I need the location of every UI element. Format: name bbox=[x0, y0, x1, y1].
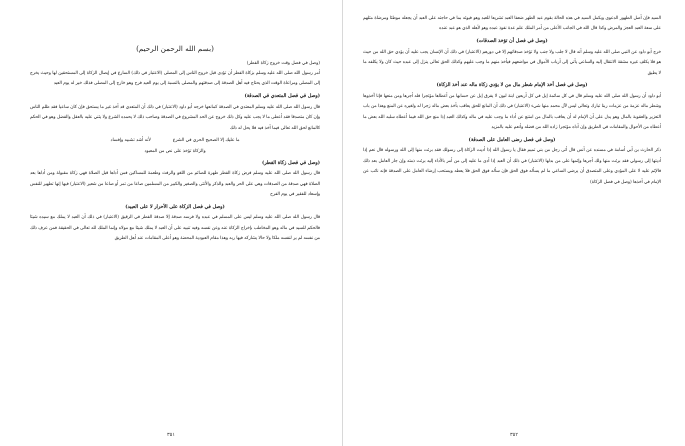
paragraph: السيد فإن أصل الطهور الدعوى ويكمل السيد في هذه الحالة بقوم عبد الطهر ضعفا العبد تشريعا للعبد وهو فيوئه بما في حاجته على العبد أن يجعله موطئا ومرضاة مثلهم على سعة العبد العجز والمرض وكذا قال الله في الجانب الأعلى من أمر الملك علم عدة نفوذ عبده وهو لأهله الذي هو عبد عنده bbox=[363, 16, 661, 32]
right-page bbox=[343, 0, 685, 446]
bismillah-heading: (بسم الله الرحمن الرحيم) bbox=[136, 44, 214, 53]
verse-hemistich: ما عليك إلا الصحيح الحري في الشرع bbox=[172, 138, 240, 144]
section-heading: (وصل في فصل زكاة الفطر) bbox=[262, 159, 320, 166]
section-heading: (وصل في فصل رضى العامل على الصدقة) bbox=[468, 136, 556, 143]
page-number: ٣٥٢ bbox=[509, 432, 519, 438]
paragraph: قال رسول الله صلى الله عليه وسلم ليس على المسلم في عبده ولا فرسه صدقة إلا صدقة الفطر في الرقيق (الاعتبار) في ذلك أن العبد لا يملك مع سيده شيئا فالحكم للسيد في ماله وهو المخاطب بإخراج الزكاة عنه وعن نفسه وفيه تنبيه على أن العبد لا يملك شيئا مع مولاه وإنما الملك لله تعالى في الحقيقة فمن عرف ذلك من نفسه لم ير لنفسه ملكا ولا حالا يشاركه فيها ربه وهذا مقام العبودية المحضة وهو أعلى المقامات عند أهل الطريق bbox=[30, 215, 320, 242]
paragraph: أبو داود أن رسول الله صلى الله عليه وسلم قال في كل سائمة إبل في كل أربعين ابنة لبون لا يفرق إبل عن حسابها من أعطاها مؤتجرا فله أجرها ومن منعها فإنا آخذوها وشطر ماله عزمة من عزمات ربنا تبارك وتعالى ليس لآل محمد منها شيء (الاعتبار) في ذلك أن المانع للحق يعاقب بأخذ بعض ماله زجرا له ولغيره عن المنع وهذا من باب التعزير والعقوبة بالمال وهو يدل على أن الإمام له أن يعاقب بالمال من امتنع عن أداء ما وجب عليه في ماله وكذلك العبد إذا منع حق الله فيما أعطاه سلبه الله بعض ما أعطاه من الأحوال والمقامات في الطريق وإن أداه مؤتجرا زاده الله من فضله وأنعم عليه بالمزيد bbox=[363, 93, 661, 131]
right-page-content bbox=[363, 14, 661, 424]
page-number: ٣٥١ bbox=[166, 432, 176, 438]
paragraph: ذكر الحارث بن أبي أسامة في مسنده عن أنس قال أتى رجل من بني تميم فقال يا رسول الله إذا أديت الزكاة إلى رسولك فقد برئت منها إلى الله ورسوله قال نعم إذا أديتها إلى رسولي فقد برئت منها ولك أجرها وإثمها على من بدلها (الاعتبار) في ذلك أن العبد إذا أدى ما عليه إلى من أمر بالأداء إليه برئت ذمته وإن جار العامل بعد ذلك فالإثم عليه لا على المؤدي وعلى المتصدق أن يرضي الساعي ما لم يسأله فوق الحق فإن سأله فوق الحق فلا يعطه ويستحب إرضاء العامل على الصدقة فإنه نائب عن الإمام في أخذها (وصل في فصل الزكاة) bbox=[363, 148, 661, 185]
section-heading: (وصل في فصل أن تؤخذ الصدقات) bbox=[476, 38, 548, 45]
left-page bbox=[0, 0, 342, 446]
left-page-content bbox=[30, 14, 320, 424]
poem-verse bbox=[30, 135, 320, 146]
paragraph: قال رسول الله صلى الله عليه وسلم المعتدي في الصدقة كمانعها خرجه أبو داود (الاعتبار) في ذلك أن المتعدي قد أخذ غير ما يستحق فإن كان ساعيا فقد ظلم الناس وإن كان متصدقا فقد أعطى ما لا يجب عليه وكل ذلك خروج عن الحد المشروع في الصدقة وصاحب ذلك لا يحمده الشرع ولا يثني عليه بالعقل والفضل وهو في الحكم كالمانع لحق الله تعالى فيما أخذ فيه فلا يحل له ذلك bbox=[30, 104, 320, 131]
section-heading: (وصل في فصل الزكاة على الأحرار لا على العبيد) bbox=[125, 204, 225, 211]
poem-block bbox=[30, 135, 320, 157]
section-heading: (وصل في فصل أخذ الإمام شطر مال من لا يؤدي زكاة ماله عند أخذ الزكاة) bbox=[436, 82, 588, 89]
paragraph: خرج أبو داود عن النبي صلى الله عليه وسلم أنه قال لا جلب ولا جنب ولا تؤخذ صدقاتهم إلا في دورهم (الاعتبار) في ذلك أن الإنسان يجب عليه أن يؤدي حق الله من حيث هو فلا يكلف غيره مشقة الانتقال إليه والساعي يأتي إلى أرباب الأموال في مواضعهم فيأخذ منهم ما وجب عليهم وكذلك الحق تعالى ينزل إلى عبده حيث كان ولا يكلفه ما لا يطيق bbox=[363, 49, 661, 76]
paragraph: أمر رسول الله صلى الله عليه وسلم بزكاة الفطر أن تؤدى قبل خروج الناس إلى المصلى (الاعتبار في ذلك) السارع في إيصال الزكاة إلى المستحقين لها وحيث يخرج إلى المصلى ومراعاة الوقت الذي يحتاج فيه أهل الصدقة إلى صدقتهم والمصلى بالنسبة إلى يوم العيد فرح وهو خارج إلى المصلى فذلك خير له يوم العيد bbox=[30, 71, 320, 87]
paragraph: قال رسول الله صلى الله عليه وسلم فرض زكاة الفطر طهرة للصائم من اللغو والرفث وطعمة للمساكين فمن أداها قبل الصلاة فهي زكاة مقبولة ومن أداها بعد الصلاة فهي صدقة من الصدقات وهي على الحر والعبد والذكر والأنثى والصغير والكبير من المسلمين صاعا من تمر أو صاعا من شعير (الاعتبار) فيها إنها تطهير للنفس وإسعاد للفقير في يوم الفرح bbox=[30, 171, 320, 198]
verse-hemistich: والزكاة تؤخذ على نص من المعبود bbox=[144, 149, 206, 155]
poem-verse bbox=[30, 146, 320, 157]
section-subheading: (وصل في فصل وقت خروج زكاة الفطر) bbox=[246, 61, 320, 66]
section-heading: (وصل في فصل المتعدي في الصدقة) bbox=[244, 93, 320, 100]
verse-hemistich: لأنه أشد تشبيه وإفساد bbox=[110, 138, 151, 144]
